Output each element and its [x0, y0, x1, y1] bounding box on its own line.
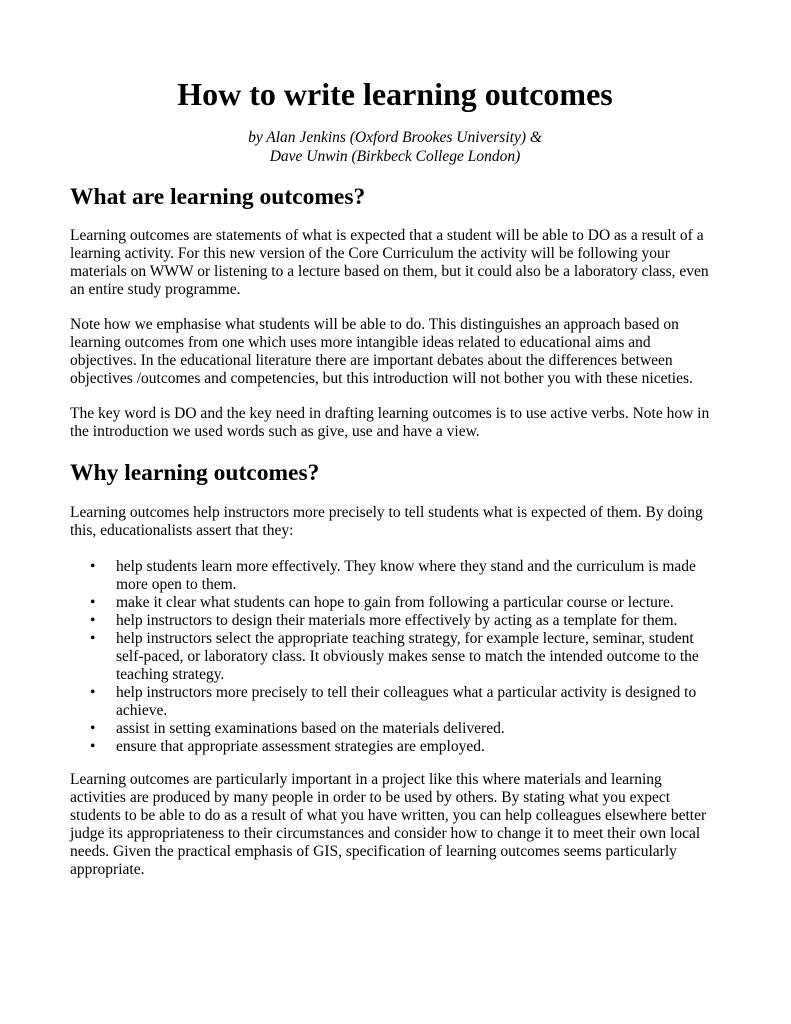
list-item — [70, 684, 720, 720]
page-title: How to write learning outcomes — [177, 76, 613, 112]
paragraph-why-closing: Learning outcomes are particularly important in a project like this where materials and learning activities are produced by many people in order to be used by others. By stating what you expect students to be able to do as a result of what you have written, you can help colleagues elsewhere better judge its appropriateness to their circumstances and consider how to change it to meet their own local needs. Given the practical emphasis of GIS, specification of learning outcomes seems particularly appropriate. — [70, 771, 707, 878]
list-item-text: ensure that appropriate assessment strategies are employed. — [116, 738, 485, 755]
list-item — [70, 558, 720, 594]
paragraph-what-3: The key word is DO and the key need in drafting learning outcomes is to use active verbs. Note how in the introduction we used words such as give, use and have a view. — [70, 405, 710, 440]
bullet-icon: • — [90, 558, 96, 575]
list-item-text: help instructors more precisely to tell their colleagues what a particular activity is designed to achieve. — [116, 684, 697, 719]
list-item — [70, 594, 720, 612]
benefits-list — [70, 558, 720, 756]
section-heading-why: Why learning outcomes? — [70, 460, 320, 486]
byline — [70, 128, 720, 166]
section-heading-what: What are learning outcomes? — [70, 184, 366, 210]
bullet-icon: • — [90, 684, 96, 701]
bullet-icon: • — [90, 594, 96, 611]
list-item-text: help instructors select the appropriate teaching strategy, for example lecture, seminar, student self-paced, or laboratory class. It obviously makes sense to match the intended outcome to the teaching strategy. — [116, 630, 699, 683]
bullet-icon: • — [90, 738, 96, 755]
list-item — [70, 720, 720, 738]
list-item — [70, 612, 720, 630]
byline-line-2: Dave Unwin (Birkbeck College London) — [269, 148, 521, 165]
bullet-icon: • — [90, 720, 96, 737]
list-item-text: assist in setting examinations based on the materials delivered. — [116, 720, 505, 737]
list-item-text: make it clear what students can hope to gain from following a particular course or lecture. — [116, 594, 674, 611]
bullet-icon: • — [90, 630, 96, 647]
list-item — [70, 738, 720, 756]
bullet-icon: • — [90, 612, 96, 629]
paragraph-why-intro: Learning outcomes help instructors more precisely to tell students what is expected of them. By doing this, educationalists assert that they: — [70, 504, 703, 539]
paragraph-what-2: Note how we emphasise what students will be able to do. This distinguishes an approach based on learning outcomes from one which uses more intangible ideas related to educational aims and objectives. In the educational literature there are important debates about the differences between objectives /outcomes and competencies, but this introduction will not bother you with these niceties. — [70, 316, 693, 387]
paragraph-what-1: Learning outcomes are statements of what is expected that a student will be able to DO as a result of a learning activity. For this new version of the Core Curriculum the activity will be following your materials on WWW or listening to a lecture based on them, but it could also be a laboratory class, even an entire study programme. — [70, 227, 709, 298]
list-item-text: help students learn more effectively. They know where they stand and the curriculum is made more open to them. — [116, 558, 696, 593]
list-item — [70, 630, 720, 684]
list-item-text: help instructors to design their materials more effectively by acting as a template for them. — [116, 612, 678, 629]
byline-line-1: by Alan Jenkins (Oxford Brookes University) & — [248, 129, 542, 146]
